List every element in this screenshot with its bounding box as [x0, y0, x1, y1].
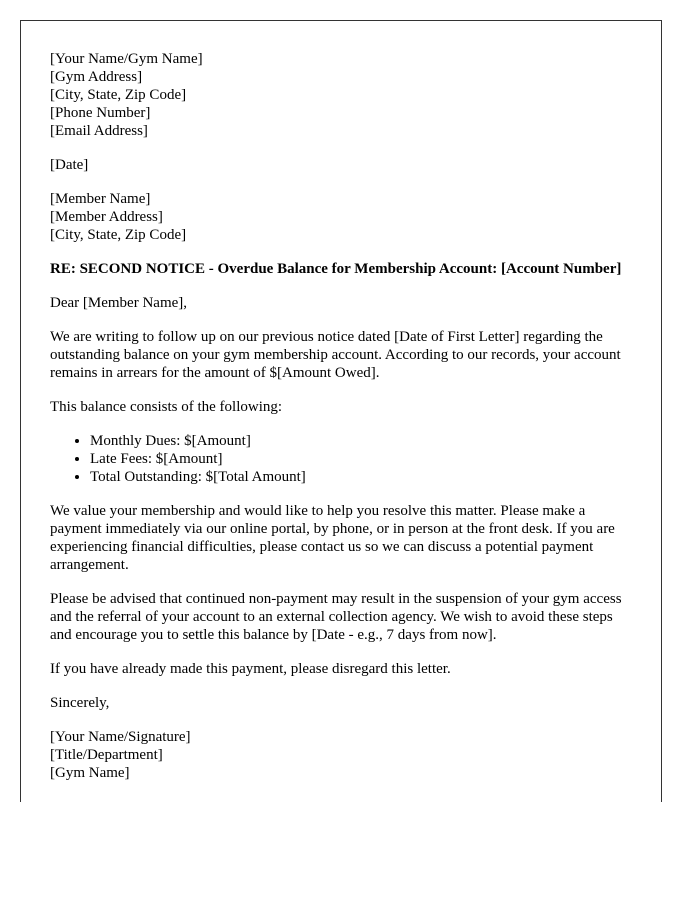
recipient-address: [Member Address] [50, 209, 163, 225]
letter-page [20, 20, 662, 802]
recipient-name: [Member Name] [50, 191, 151, 207]
sender-address: [Gym Address] [50, 69, 143, 85]
signature-block [50, 728, 632, 782]
body-paragraph-5: If you have already made this payment, please disregard this letter. [50, 661, 451, 677]
sender-block [50, 50, 632, 140]
list-item: • Late Fees: $[Amount] [90, 450, 632, 468]
sender-phone: [Phone Number] [50, 105, 151, 121]
sender-city: [City, State, Zip Code] [50, 87, 187, 103]
body-paragraph-2: This balance consists of the following: [50, 399, 283, 415]
sender-email: [Email Address] [50, 123, 148, 139]
salutation: Dear [Member Name], [50, 295, 188, 311]
recipient-block [50, 190, 632, 244]
signature-name: [Your Name/Signature] [50, 729, 191, 745]
list-item: • Monthly Dues: $[Amount] [90, 432, 632, 450]
closing: Sincerely, [50, 695, 110, 711]
body-paragraph-3: We value your membership and would like to help you resolve this matter. Please make a payment immediately via our online portal, by phone, or in person at the front desk. If you are experiencing financial difficulties, please contact us so we can discuss a potential payment arrangement. [50, 503, 615, 573]
signature-title: [Title/Department] [50, 747, 163, 763]
sender-name: [Your Name/Gym Name] [50, 51, 203, 67]
list-item: • Total Outstanding: $[Total Amount] [90, 468, 632, 486]
body-paragraph-4: Please be advised that continued non-payment may result in the suspension of your gym access and the referral of your account to an external collection agency. We wish to avoid these steps and encourage you to settle this balance by [Date - e.g., 7 days from now]. [50, 591, 622, 643]
subject-line: RE: SECOND NOTICE - Overdue Balance for Membership Account: [Account Number] [50, 261, 622, 277]
recipient-city: [City, State, Zip Code] [50, 227, 187, 243]
body-paragraph-1: We are writing to follow up on our previous notice dated [Date of First Letter] regarding the outstanding balance on your gym membership account. According to our records, your account remains in arrears for the amount of $[Amount Owed]. [50, 329, 621, 381]
signature-gym: [Gym Name] [50, 765, 130, 781]
balance-list [50, 432, 632, 486]
letter-date: [Date] [50, 157, 89, 173]
